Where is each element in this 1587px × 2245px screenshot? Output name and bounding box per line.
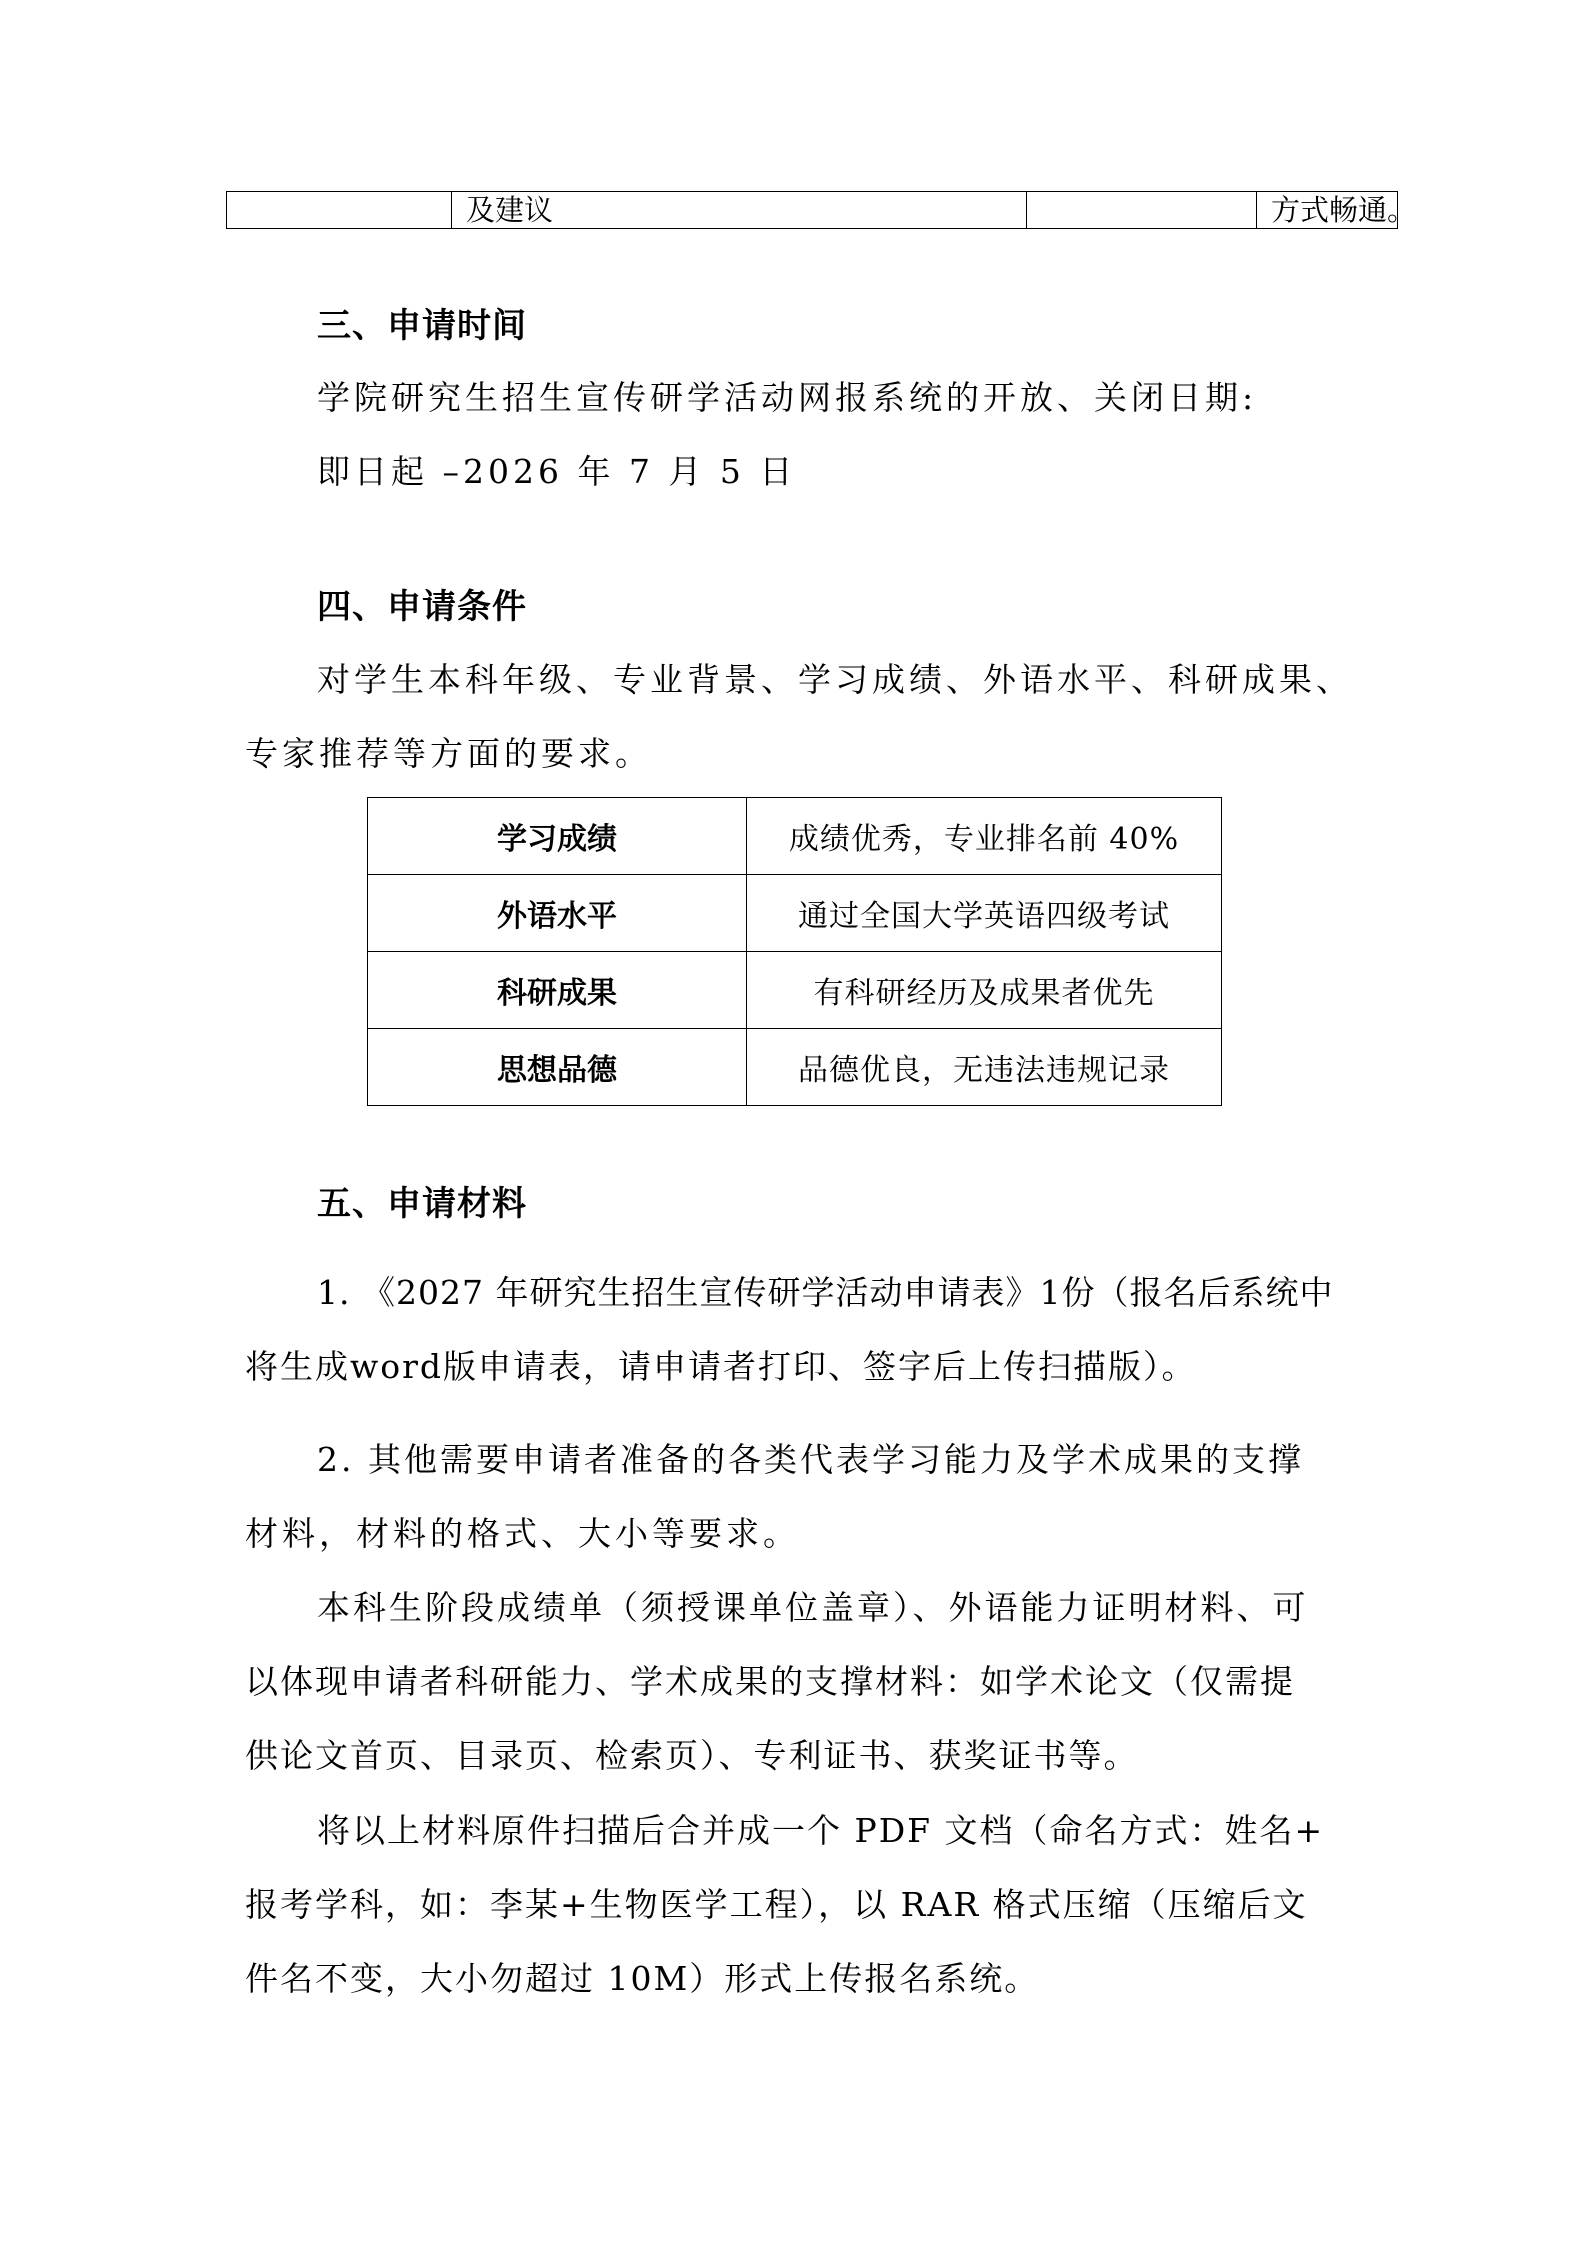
section-heading-application-materials: 五、申请材料 — [317, 1184, 527, 1224]
conditions-table — [367, 797, 1222, 1106]
condition-value: 成绩优秀，专业排名前 40% — [747, 798, 1222, 875]
previous-table-tail — [226, 191, 1417, 229]
table-cell: 方式畅通。 — [1257, 192, 1398, 229]
paragraph-line: 报考学科，如：李某+生物医学工程），以 RAR 格式压缩（压缩后文 — [245, 1885, 1308, 1924]
paragraph-line: 学院研究生招生宣传研学活动网报系统的开放、关闭日期: — [317, 378, 1258, 417]
condition-value: 有科研经历及成果者优先 — [747, 952, 1222, 1029]
condition-value: 通过全国大学英语四级考试 — [747, 875, 1222, 952]
condition-label: 学习成绩 — [368, 798, 747, 875]
table-row — [368, 798, 1222, 875]
table-row — [227, 192, 1398, 229]
paragraph-line: 对学生本科年级、专业背景、学习成绩、外语水平、科研成果、 — [317, 660, 1353, 699]
section-heading-application-time: 三、申请时间 — [317, 306, 527, 346]
table-row — [368, 875, 1222, 952]
material-item-1-line: 将生成word版申请表，请申请者打印、签字后上传扫描版）。 — [245, 1347, 1197, 1386]
material-item-2-line: 材料，材料的格式、大小等要求。 — [245, 1514, 800, 1553]
condition-label: 思想品德 — [368, 1029, 747, 1106]
section-heading-application-conditions: 四、申请条件 — [317, 587, 527, 627]
application-date-range: 即日起 –2026 年 7 月 5 日 — [317, 452, 797, 491]
table-cell — [227, 192, 452, 229]
paragraph-line: 将以上材料原件扫描后合并成一个 PDF 文档（命名方式：姓名+ — [317, 1811, 1325, 1850]
table-cell — [1027, 192, 1257, 229]
condition-label: 科研成果 — [368, 952, 747, 1029]
paragraph-line: 件名不变，大小勿超过 10M）形式上传报名系统。 — [245, 1959, 1040, 1998]
condition-value: 品德优良，无违法违规记录 — [747, 1029, 1222, 1106]
material-item-1-line: 1. 《2027 年研究生招生宣传研学活动申请表》1份（报名后系统中 — [317, 1273, 1334, 1312]
paragraph-line: 供论文首页、目录页、检索页）、专利证书、获奖证书等。 — [245, 1736, 1139, 1775]
paragraph-line: 以体现申请者科研能力、学术成果的支撑材料：如学术论文（仅需提 — [245, 1662, 1295, 1701]
paragraph-line: 本科生阶段成绩单（须授课单位盖章）、外语能力证明材料、可 — [317, 1588, 1309, 1627]
table-row — [368, 952, 1222, 1029]
condition-label: 外语水平 — [368, 875, 747, 952]
material-item-2-line: 2. 其他需要申请者准备的各类代表学习能力及学术成果的支撑 — [317, 1440, 1304, 1479]
table-row — [368, 1029, 1222, 1106]
paragraph-line: 专家推荐等方面的要求。 — [245, 734, 652, 773]
table-cell: 及建议 — [452, 192, 1027, 229]
